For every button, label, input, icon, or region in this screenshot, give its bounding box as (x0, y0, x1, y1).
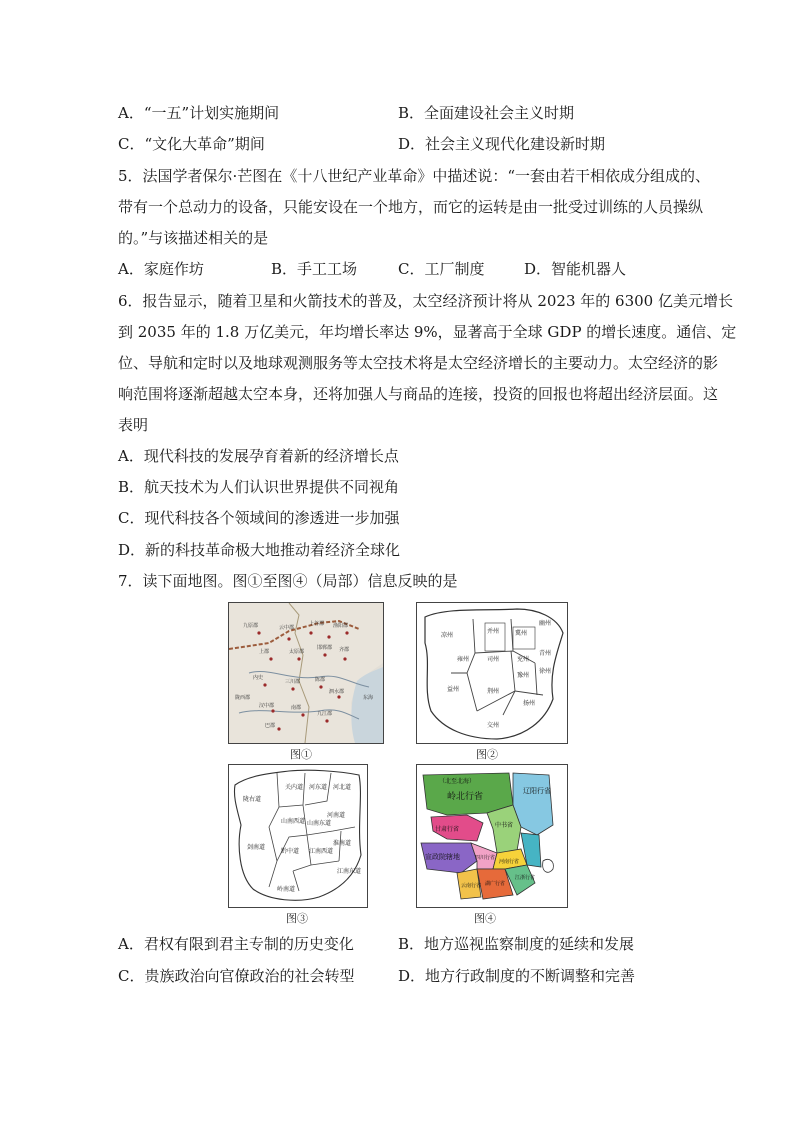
svg-text:上郡: 上郡 (259, 649, 270, 655)
map-4-label-9: 湖广行省 (485, 881, 506, 887)
map-4-caption: 图④ (474, 912, 496, 925)
q6-option-b: B．航天技术为人们认识世界提供不同视角 (118, 478, 400, 496)
map-3-label-3: 河北道 (333, 784, 352, 791)
map-4-label-3: 中书省 (495, 822, 514, 829)
q6-option-d: D．新的科技革命极大地推动着经济全球化 (118, 541, 401, 559)
q7-option-d: D．地方行政制度的不断调整和完善 (398, 967, 636, 985)
svg-text:太原郡: 太原郡 (289, 649, 305, 655)
svg-text:渔阳郡: 渔阳郡 (333, 623, 349, 629)
map-4-label-2: 辽阳行省 (523, 787, 551, 795)
map-3-image (229, 765, 367, 907)
map-4-label-6: 宣政院辖地 (425, 853, 460, 861)
map-2 (416, 602, 568, 744)
svg-text:东海: 东海 (363, 695, 374, 701)
map-1-image (229, 603, 383, 743)
map-4-label-10: 江浙行省 (515, 875, 536, 881)
svg-text:邯郸郡: 邯郸郡 (317, 645, 333, 651)
map-4-label-5: 河南行省 (499, 859, 520, 865)
map-4-label-7: 四川行省 (475, 855, 496, 861)
map-4-label-4: 甘肃行省 (435, 826, 460, 833)
q5-option-c: C．工厂制度 (398, 260, 485, 278)
q7-option-b: B．地方巡视监察制度的延续和发展 (398, 935, 635, 953)
svg-text:南郡: 南郡 (291, 705, 302, 711)
svg-text:九原郡: 九原郡 (243, 623, 259, 629)
q6-stem-line-3: 位、导航和定时以及地球观测服务等太空技术将是太空经济增长的主要动力。太空经济的影 (118, 354, 719, 372)
map-3-label-2: 河东道 (309, 784, 328, 791)
svg-text:三川郡: 三川郡 (285, 679, 301, 685)
svg-text:陇西郡: 陇西郡 (235, 695, 251, 701)
map-3-label-7: 淮南道 (333, 840, 352, 847)
map-3-label-1: 关内道 (285, 784, 304, 791)
map-4-label-0: （北至北海） (439, 778, 476, 785)
q5-stem-line-2: 带有一个总动力的设备，只能安设在一个地方，而它的运转是由一批受过训练的人员操纵 (118, 198, 704, 216)
map-1 (228, 602, 384, 744)
q6-option-c: C．现代科技各个领域间的渗透进一步加强 (118, 509, 400, 527)
map-2-label-9: 豫州 (517, 672, 530, 679)
map-2-label-11: 扬州 (523, 700, 536, 707)
q7-option-a: A．君权有限到君主专制的历史变化 (118, 935, 354, 953)
q6-stem-line-4: 响范围将逐渐超越太空本身，还将加强人与商品的连接，投资的回报也将超出经济层面。这 (118, 385, 719, 403)
map-2-label-13: 交州 (487, 722, 500, 729)
map-4-image (417, 765, 567, 907)
map-2-caption: 图② (476, 748, 498, 761)
map-2-image (417, 603, 567, 743)
svg-text:上谷郡: 上谷郡 (309, 621, 325, 627)
q6-option-a: A．现代科技的发展孕育着新的经济增长点 (118, 447, 399, 465)
map-2-label-4: 青州 (539, 650, 552, 657)
map-4-label-1: 岭北行省 (447, 792, 484, 802)
svg-text:泗水郡: 泗水郡 (329, 689, 345, 695)
map-3-label-5: 山南西道 (281, 818, 306, 825)
map-3 (228, 764, 368, 908)
map-3-label-8: 剑南道 (247, 844, 266, 851)
q7-stem: 7．读下面地图。图①至图④（局部）信息反映的是 (118, 572, 458, 590)
map-2-label-2: 冀州 (515, 630, 528, 637)
svg-text:陈郡: 陈郡 (315, 677, 326, 683)
map-3-label-10: 江南西道 (309, 848, 334, 855)
q5-option-d: D．智能机器人 (524, 260, 627, 278)
map-2-label-8: 徐州 (539, 668, 552, 675)
q5-stem-line-1: 5．法国学者保尔·芒图在《十八世纪产业革命》中描述说：“一套由若干相依成分组成的、 (118, 167, 710, 185)
q5-stem-line-3: 的。”与该描述相关的是 (118, 229, 269, 247)
svg-text:云中郡: 云中郡 (279, 625, 295, 631)
map-4 (416, 764, 568, 908)
map-1-caption: 图① (290, 748, 312, 761)
svg-text:内史: 内史 (253, 675, 264, 681)
map-2-label-5: 雍州 (457, 656, 470, 663)
q7-option-c: C．贵族政治向官僚政治的社会转型 (118, 967, 355, 985)
q6-stem-line-2: 到 2035 年的 1.8 万亿美元，年均增长率达 9%，显著高于全球 GDP 的增长速度。通信、定 (118, 323, 737, 341)
q4-option-a: A．“一五”计划实施期间 (118, 104, 280, 122)
q5-option-b: B．手工工场 (271, 260, 358, 278)
map-2-label-1: 并州 (487, 628, 500, 635)
map-2-label-6: 司州 (487, 656, 500, 663)
map-3-label-9: 黔中道 (281, 848, 300, 855)
svg-text:齐郡: 齐郡 (339, 647, 350, 653)
map-4-label-8: 云南行省 (461, 883, 482, 889)
svg-text:巴郡: 巴郡 (265, 723, 276, 729)
map-3-label-0: 陇右道 (243, 796, 262, 803)
map-3-label-4: 河南道 (327, 812, 346, 819)
svg-text:九江郡: 九江郡 (317, 711, 333, 717)
svg-text:汉中郡: 汉中郡 (259, 703, 275, 709)
q6-stem-line-1: 6．报告显示，随着卫星和火箭技术的普及，太空经济预计将从 2023 年的 6300 亿美元增长 (118, 292, 733, 310)
map-3-caption: 图③ (286, 912, 308, 925)
map-2-label-12: 益州 (447, 686, 460, 693)
q4-option-b: B．全面建设社会主义时期 (398, 104, 575, 122)
q5-option-a: A．家庭作坊 (118, 260, 204, 278)
map-2-label-7: 兖州 (517, 656, 530, 663)
map-2-label-3: 幽州 (539, 620, 552, 627)
map-2-label-10: 荆州 (487, 688, 500, 695)
map-3-label-11: 江南东道 (337, 868, 362, 875)
q6-stem-line-5: 表明 (118, 416, 149, 434)
q4-option-c: C．“文化大革命”期间 (118, 135, 265, 153)
map-3-label-6: 山南东道 (307, 820, 332, 827)
map-3-label-12: 岭南道 (277, 886, 296, 893)
map-2-label-0: 凉州 (441, 632, 454, 639)
q4-option-d: D．社会主义现代化建设新时期 (398, 135, 606, 153)
